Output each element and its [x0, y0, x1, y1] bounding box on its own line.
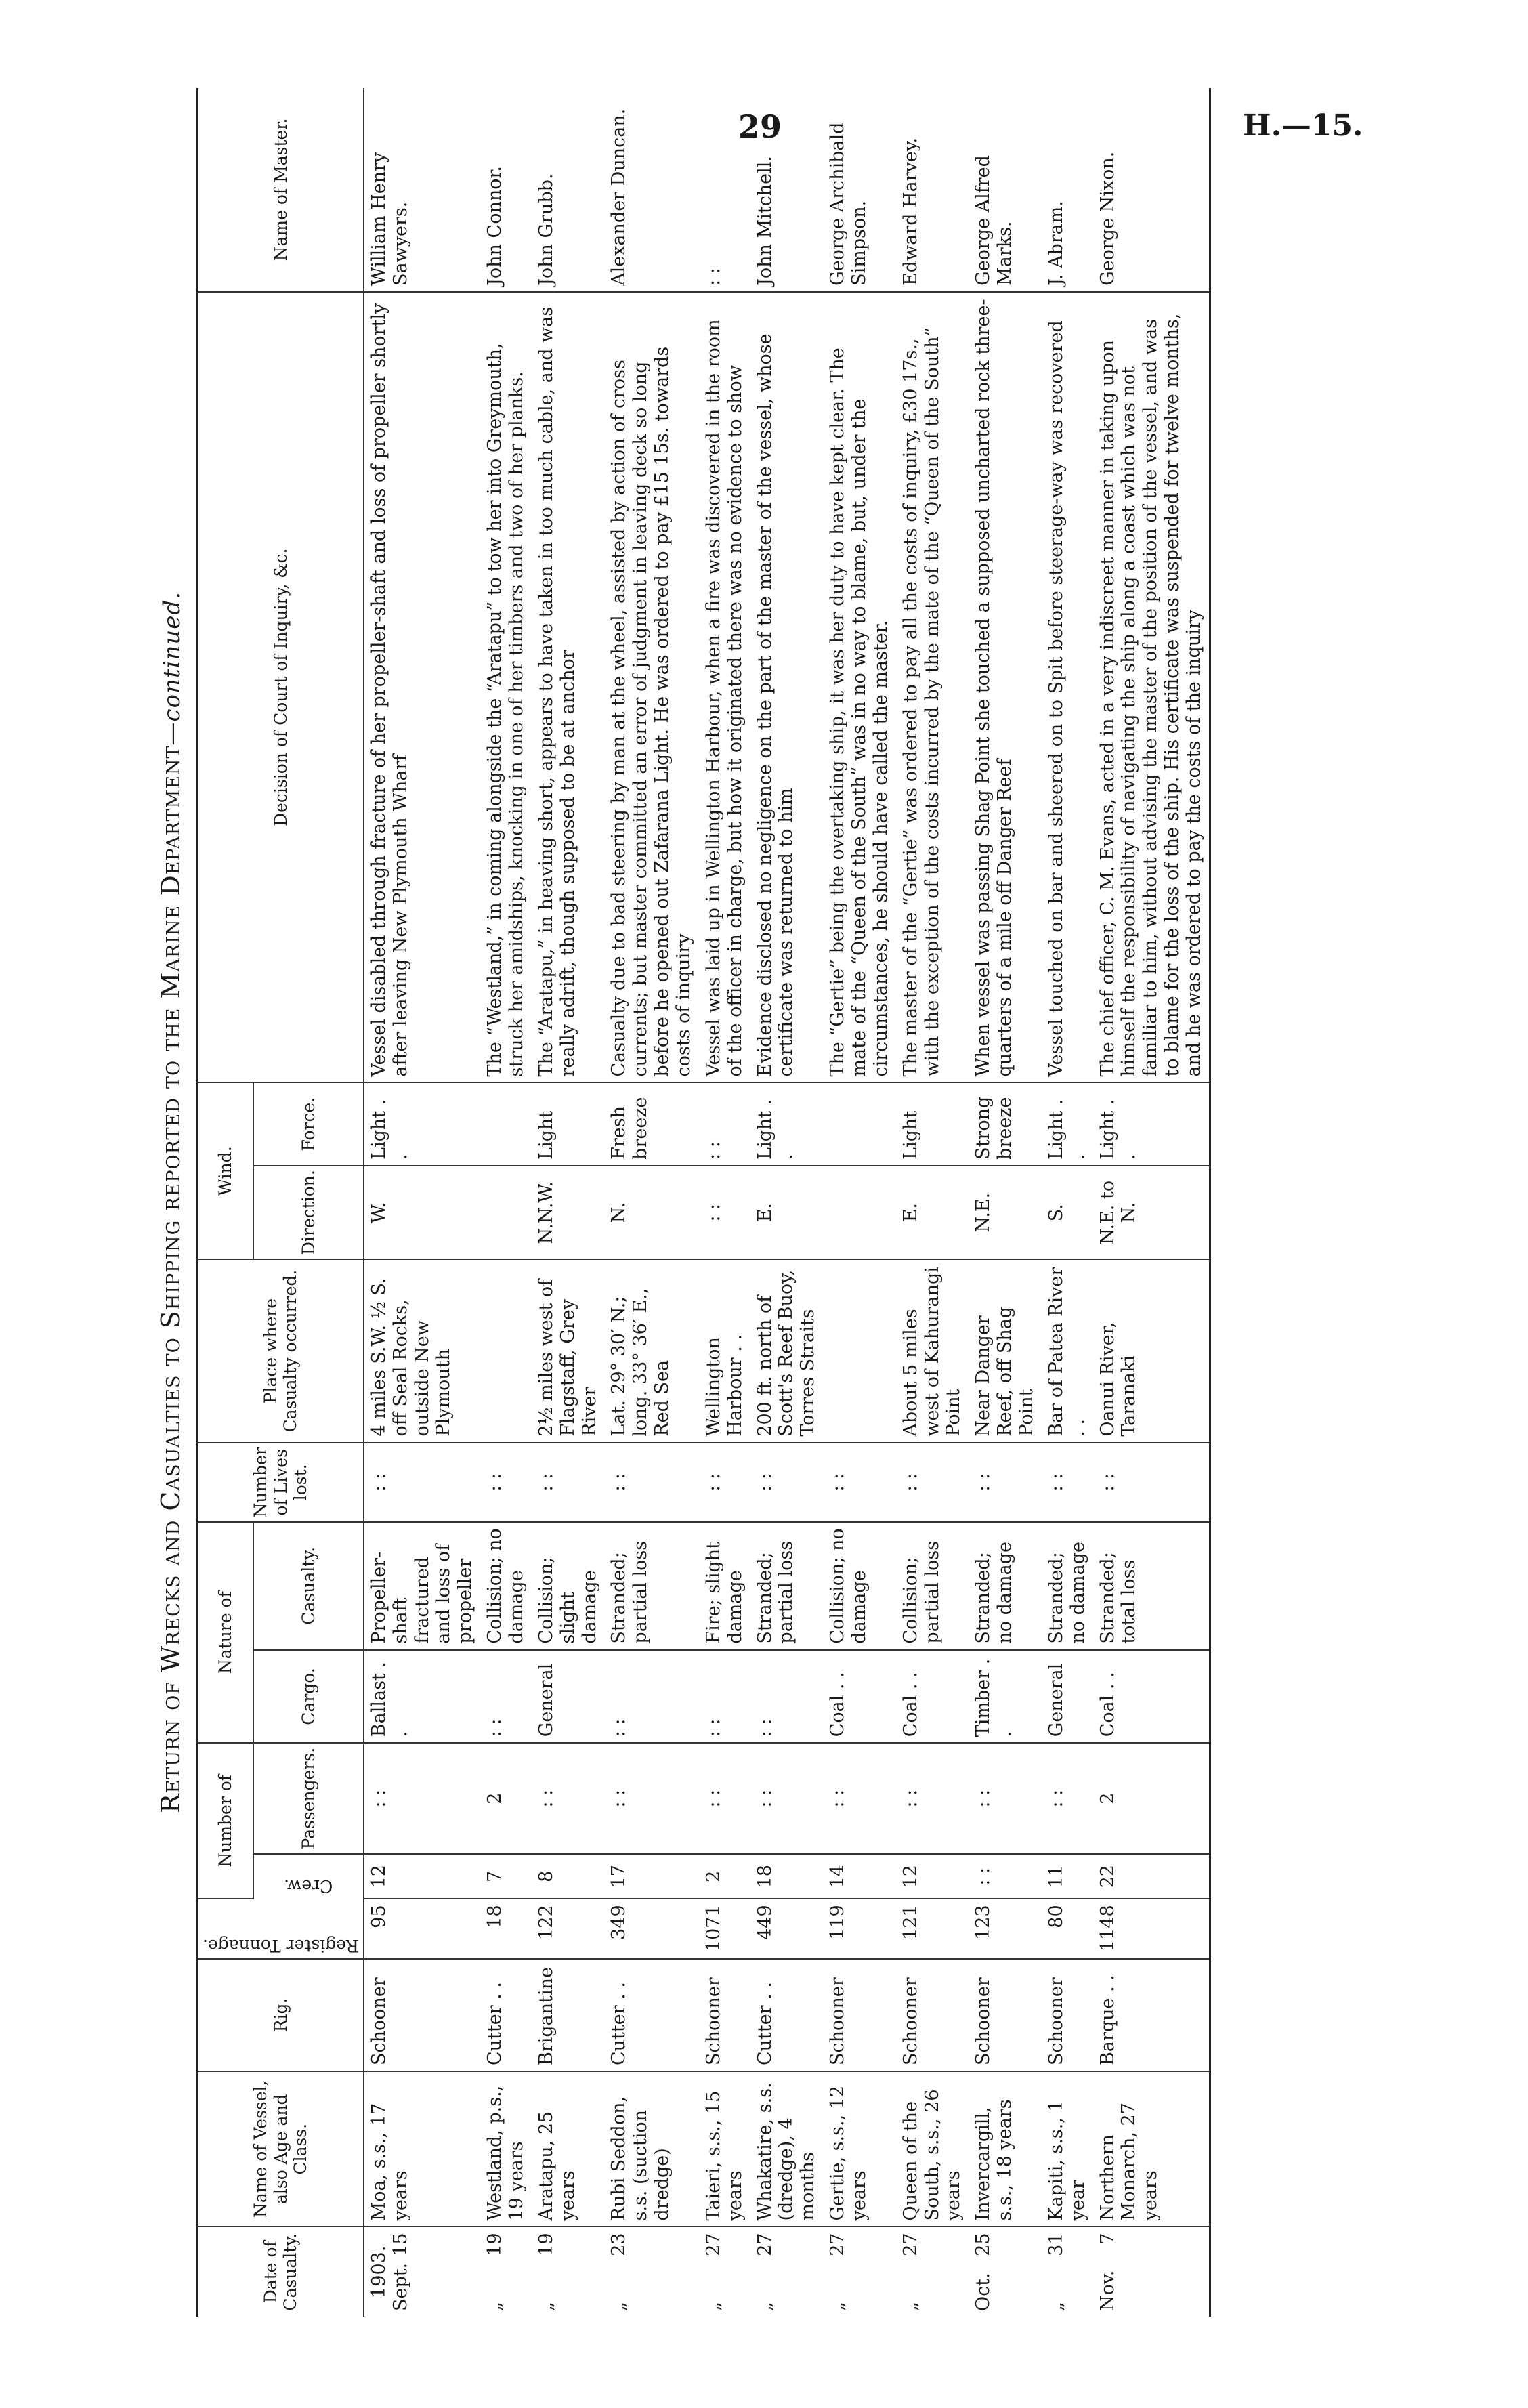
- header-crew: Crew.: [253, 1854, 363, 1899]
- cell-casualty: Propeller-shaft fractured and loss of propeller: [364, 1522, 480, 1650]
- cell-casualty: Fire; slight damage: [699, 1522, 750, 1650]
- cell-passengers: : :: [896, 1743, 969, 1854]
- cell-rig: Cutter . .: [750, 1959, 824, 2071]
- cell-lives: : :: [480, 1443, 532, 1522]
- cell-passengers: : :: [532, 1743, 605, 1854]
- cell-lives: : :: [1093, 1443, 1210, 1522]
- cell-rig: Barque . .: [1093, 1959, 1210, 2071]
- header-force: Force.: [253, 1082, 363, 1165]
- cell-decision: The “Gertie” being the overtaking ship, it was her duty to have kept clear. The mate of the “Queen of the South” was in no way to blame, but, under the circumstances, he should have called the master.: [823, 292, 896, 1083]
- cell-rig: Schooner: [896, 1959, 969, 2071]
- header-tonnage: Register Tonnage.: [198, 1899, 364, 1958]
- cell-place: 4 miles S.W. ½ S. off Seal Rocks, outside New Plymouth: [364, 1259, 480, 1442]
- cell-vessel: Invercargill, s.s., 18 years: [969, 2071, 1042, 2226]
- cell-date: „ 23: [608, 2233, 630, 2311]
- cell-master: George Archibald Simpson.: [823, 88, 896, 292]
- header-number-of: Number of: [198, 1743, 254, 1899]
- cell-casualty: Collision; no damage: [823, 1522, 896, 1650]
- cell-casualty: Stranded; no damage: [1042, 1522, 1093, 1650]
- cell-place: [823, 1259, 896, 1442]
- cell-crew: : :: [969, 1854, 1042, 1899]
- cell-vessel: Gertie, s.s., 12 years: [823, 2071, 896, 2226]
- table-row: [896, 88, 969, 2317]
- cell-tonnage: 349: [604, 1899, 698, 1958]
- cell-wind-direction: [480, 1166, 532, 1260]
- table-row: [1042, 88, 1093, 2317]
- cell-tonnage: 122: [532, 1899, 605, 1958]
- cell-lives: : :: [1042, 1443, 1093, 1522]
- rotated-table-frame: [156, 88, 1246, 2317]
- cell-lives: : :: [750, 1443, 824, 1522]
- cell-tonnage: 1148: [1093, 1899, 1210, 1958]
- cell-wind-force: : :: [699, 1082, 750, 1165]
- table-row: [969, 88, 1042, 2317]
- cell-decision: When vessel was passing Shag Point she touched a supposed uncharted rock three-quarters of a mile off Danger Reef: [969, 292, 1042, 1083]
- cell-master: : :: [699, 88, 750, 292]
- cell-vessel: Kapiti, s.s., 1 year: [1042, 2071, 1093, 2226]
- table-title: [156, 88, 186, 2317]
- table-body: [364, 88, 1210, 2317]
- cell-cargo: Ballast . .: [364, 1650, 480, 1744]
- cell-tonnage: 123: [969, 1899, 1042, 1958]
- cell-master: John Mitchell.: [750, 88, 824, 292]
- header-casualty: Casualty.: [253, 1522, 363, 1650]
- cell-tonnage: 119: [823, 1899, 896, 1958]
- cell-master: William Henry Sawyers.: [364, 88, 480, 292]
- cell-cargo: : :: [699, 1650, 750, 1744]
- cell-rig: Schooner: [969, 1959, 1042, 2071]
- cell-decision: Vessel was laid up in Wellington Harbour, when a fire was discovered in the room of the officer in charge, but how it originated there was no evidence to show: [699, 292, 750, 1083]
- cell-crew: 12: [896, 1854, 969, 1899]
- cell-master: John Grubb.: [532, 88, 605, 292]
- cell-place: Bar of Patea River . .: [1042, 1259, 1093, 1442]
- header-lives-lost: Number of Lives lost.: [198, 1443, 364, 1522]
- cell-decision: Vessel touched on bar and sheered on to Spit before steerage-way was recovered: [1042, 292, 1093, 1083]
- cell-wind-force: Light: [532, 1082, 605, 1165]
- cell-cargo: : :: [604, 1650, 698, 1744]
- cell-cargo: General: [1042, 1650, 1093, 1744]
- cell-casualty: Stranded; no damage: [969, 1522, 1042, 1650]
- cell-date: „ 27: [827, 2233, 849, 2311]
- cell-wind-force: Fresh breeze: [604, 1082, 698, 1165]
- cell-rig: Schooner: [364, 1959, 480, 2071]
- table-row: [699, 88, 750, 2317]
- header-place: Place where Casualty occurred.: [198, 1259, 364, 1442]
- cell-casualty: Collision; no damage: [480, 1522, 532, 1650]
- cell-crew: 7: [480, 1854, 532, 1899]
- cell-place: Wellington Harbour . .: [699, 1259, 750, 1442]
- cell-wind-force: Light . .: [1093, 1082, 1210, 1165]
- cell-wind-direction: N.E.: [969, 1166, 1042, 1260]
- cell-passengers: : :: [1042, 1743, 1093, 1854]
- table-title-main: Return of Wrecks and Casualties to Shipping reported to the Marine Department: [156, 745, 186, 1814]
- header-wind: Wind.: [198, 1082, 254, 1259]
- cell-master: J. Abram.: [1042, 88, 1093, 292]
- cell-tonnage: 80: [1042, 1899, 1093, 1958]
- table-row: [823, 88, 896, 2317]
- cell-tonnage: 95: [364, 1899, 480, 1958]
- cell-rig: Schooner: [823, 1959, 896, 2071]
- cell-rig: Cutter . .: [604, 1959, 698, 2071]
- cell-cargo: General: [532, 1650, 605, 1744]
- cell-master: George Nixon.: [1093, 88, 1210, 292]
- cell-wind-force: [480, 1082, 532, 1165]
- cell-date: „ 19: [484, 2233, 506, 2311]
- cell-master: Alexander Duncan.: [604, 88, 698, 292]
- cell-wind-force: Light . .: [1042, 1082, 1093, 1165]
- header-passengers: Passengers.: [253, 1743, 363, 1854]
- cell-passengers: : :: [604, 1743, 698, 1854]
- table-row: [1093, 88, 1210, 2317]
- cell-lives: : :: [532, 1443, 605, 1522]
- cell-wind-force: Light: [896, 1082, 969, 1165]
- header-rig: Rig.: [198, 1959, 364, 2071]
- cell-wind-force: [823, 1082, 896, 1165]
- cell-wind-direction: W.: [364, 1166, 480, 1260]
- page-number: 29: [738, 108, 782, 145]
- cell-place: Near Danger Reef, off Shag Point: [969, 1259, 1042, 1442]
- cell-passengers: : :: [364, 1743, 480, 1854]
- cell-crew: 18: [750, 1854, 824, 1899]
- table-row: [750, 88, 824, 2317]
- cell-vessel: Rubi Seddon, s.s. (suction dredge): [604, 2071, 698, 2226]
- cell-decision: The “Aratapu,” in heaving short, appears to have taken in too much cable, and was really adrift, though supposed to be at anchor: [532, 292, 605, 1083]
- cell-date: 1903. Sept. 15: [368, 2233, 411, 2311]
- cell-place: Oanui River, Taranaki: [1093, 1259, 1210, 1442]
- cell-casualty: Collision; partial loss: [896, 1522, 969, 1650]
- cell-crew: 8: [532, 1854, 605, 1899]
- cell-decision: The chief officer, C. M. Evans, acted in a very indiscreet manner in taking upon himself the responsibility of navigating the ship along a coast which was not familiar to him, without advising the master of the position of the vessel, and was to blame for the loss of the ship. His certificate was suspended for twelve months, and he was ordered to pay the costs of the inquiry: [1093, 292, 1210, 1083]
- cell-wind-direction: : :: [699, 1166, 750, 1260]
- header-master: Name of Master.: [198, 88, 364, 292]
- cell-decision: Casualty due to bad steering by man at the wheel, assisted by action of cross currents; but master committed an error of judgment in leaving deck so long before he opened out Zafarana Light. He was ordered to pay £15 15s. towards costs of inquiry: [604, 292, 698, 1083]
- cell-decision: The “Westland,” in coming alongside the “Aratapu” to tow her into Greymouth, struck her amidships, knocking in one of her timbers and two of her planks.: [480, 292, 532, 1083]
- cell-lives: : :: [823, 1443, 896, 1522]
- cell-crew: 22: [1093, 1854, 1210, 1899]
- cell-place: 2½ miles west of Flagstaff, Grey River: [532, 1259, 605, 1442]
- cell-tonnage: 449: [750, 1899, 824, 1958]
- cell-casualty: Stranded; partial loss: [604, 1522, 698, 1650]
- header-direction: Direction.: [253, 1166, 363, 1260]
- cell-lives: : :: [699, 1443, 750, 1522]
- cell-crew: 2: [699, 1854, 750, 1899]
- cell-lives: : :: [969, 1443, 1042, 1522]
- cell-rig: Schooner: [1042, 1959, 1093, 2071]
- table-row: [604, 88, 698, 2317]
- cell-passengers: 2: [480, 1743, 532, 1854]
- cell-master: George Alfred Marks.: [969, 88, 1042, 292]
- cell-lives: : :: [604, 1443, 698, 1522]
- cell-date: „ 31: [1045, 2233, 1067, 2311]
- cell-crew: 11: [1042, 1854, 1093, 1899]
- page-reference: H.—15.: [1243, 108, 1363, 143]
- cell-passengers: : :: [969, 1743, 1042, 1854]
- cell-date: Oct. 25: [973, 2233, 994, 2311]
- cell-tonnage: 18: [480, 1899, 532, 1958]
- cell-wind-force: Light . .: [364, 1082, 480, 1165]
- cell-master: John Connor.: [480, 88, 532, 292]
- table-row: [480, 88, 532, 2317]
- wrecks-table: [196, 88, 1211, 2317]
- cell-decision: Evidence disclosed no negligence on the part of the master of the vessel, whose certificate was returned to him: [750, 292, 824, 1083]
- table-title-continued: —continued.: [158, 591, 186, 746]
- cell-wind-direction: [823, 1166, 896, 1260]
- cell-vessel: Taieri, s.s., 15 years: [699, 2071, 750, 2226]
- cell-vessel: Westland, p.s., 19 years: [480, 2071, 532, 2226]
- cell-decision: Vessel disabled through fracture of her propeller-shaft and loss of propeller shortly after leaving New Plymouth Wharf: [364, 292, 480, 1083]
- cell-cargo: : :: [750, 1650, 824, 1744]
- cell-wind-direction: E.: [896, 1166, 969, 1260]
- cell-vessel: Northern Monarch, 27 years: [1093, 2071, 1210, 2226]
- cell-vessel: Queen of the South, s.s., 26 years: [896, 2071, 969, 2226]
- cell-place: Lat. 29° 30′ N.; long. 33° 36′ E., Red Sea: [604, 1259, 698, 1442]
- cell-wind-direction: S.: [1042, 1166, 1093, 1260]
- cell-place: 200 ft. north of Scott's Reef Buoy, Torres Straits: [750, 1259, 824, 1442]
- cell-wind-direction: N.: [604, 1166, 698, 1260]
- cell-date: „ 27: [702, 2233, 724, 2311]
- cell-date: „ 19: [535, 2233, 557, 2311]
- cell-tonnage: 121: [896, 1899, 969, 1958]
- cell-date: „ 27: [754, 2233, 776, 2311]
- cell-place: About 5 miles west of Kahurangi Point: [896, 1259, 969, 1442]
- cell-wind-direction: N.E. to N.: [1093, 1166, 1210, 1260]
- table-row: [364, 88, 480, 2317]
- header-cargo: Cargo.: [253, 1650, 363, 1744]
- cell-cargo: Coal . .: [823, 1650, 896, 1744]
- cell-passengers: : :: [823, 1743, 896, 1854]
- cell-vessel: Whakatire, s.s. (dredge), 4 months: [750, 2071, 824, 2226]
- cell-crew: 12: [364, 1854, 480, 1899]
- cell-cargo: Coal . .: [1093, 1650, 1210, 1744]
- header-nature-of: Nature of: [198, 1522, 254, 1743]
- cell-cargo: Timber . .: [969, 1650, 1042, 1744]
- cell-date: „ 27: [899, 2233, 921, 2311]
- cell-cargo: : :: [480, 1650, 532, 1744]
- cell-decision: The master of the “Gertie” was ordered to pay all the costs of inquiry, £30 17s., with the exception of the costs incurred by the mate of the “Queen of the South”: [896, 292, 969, 1083]
- cell-date: Nov. 7: [1093, 2226, 1210, 2317]
- cell-wind-direction: N.N.W.: [532, 1166, 605, 1260]
- cell-passengers: 2: [1093, 1743, 1210, 1854]
- cell-place: [480, 1259, 532, 1442]
- cell-rig: Brigantine: [532, 1959, 605, 2071]
- cell-rig: Schooner: [699, 1959, 750, 2071]
- cell-casualty: Stranded; total loss: [1093, 1522, 1210, 1650]
- cell-passengers: : :: [699, 1743, 750, 1854]
- cell-master: Edward Harvey.: [896, 88, 969, 292]
- cell-crew: 17: [604, 1854, 698, 1899]
- cell-lives: : :: [896, 1443, 969, 1522]
- table-row: [532, 88, 605, 2317]
- cell-casualty: Stranded; partial loss: [750, 1522, 824, 1650]
- cell-tonnage: 1071: [699, 1899, 750, 1958]
- cell-lives: : :: [364, 1443, 480, 1522]
- cell-vessel: Aratapu, 25 years: [532, 2071, 605, 2226]
- cell-passengers: : :: [750, 1743, 824, 1854]
- cell-wind-force: Light . .: [750, 1082, 824, 1165]
- header-decision: Decision of Court of Inquiry, &c.: [198, 292, 364, 1083]
- cell-crew: 14: [823, 1854, 896, 1899]
- cell-vessel: Moa, s.s., 17 years: [364, 2071, 480, 2226]
- cell-casualty: Collision; slight damage: [532, 1522, 605, 1650]
- cell-cargo: Coal . .: [896, 1650, 969, 1744]
- cell-wind-force: Strong breeze: [969, 1082, 1042, 1165]
- cell-rig: Cutter . .: [480, 1959, 532, 2071]
- cell-wind-direction: E.: [750, 1166, 824, 1260]
- header-vessel: Name of Vessel, also Age and Class.: [198, 2071, 364, 2226]
- header-date: Date of Casualty.: [198, 2226, 364, 2317]
